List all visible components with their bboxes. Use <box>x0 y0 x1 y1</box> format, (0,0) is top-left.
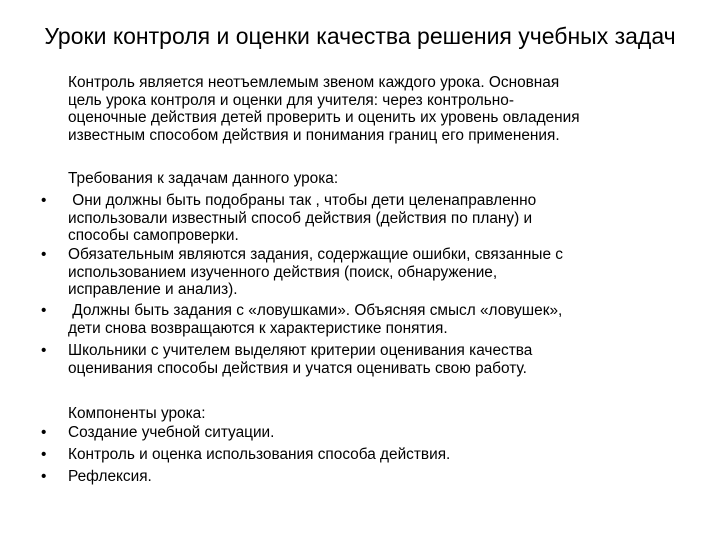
requirement-line: исправление и анализ). <box>68 281 238 299</box>
bullet-icon: • <box>41 424 47 441</box>
requirement-line: Должны быть задания с «ловушками». Объясняя смысл «ловушек», <box>72 302 563 319</box>
bullet-icon: • <box>41 342 47 359</box>
requirement-item <box>41 302 708 337</box>
bullet-icon: • <box>41 246 47 263</box>
requirements-heading: Требования к задачам данного урока: <box>68 170 339 187</box>
requirement-line: использованием изученного действия (поиск, обнаружение, <box>68 263 498 281</box>
intro-line: известным способом действия и понимания границ его применения. <box>68 127 560 145</box>
component-label: Создание учебной ситуации. <box>68 424 275 441</box>
component-item <box>41 424 708 442</box>
requirement-line: дети снова возвращаются к характеристике понятия. <box>68 319 448 337</box>
bullet-icon: • <box>41 302 47 319</box>
bullet-icon: • <box>41 468 47 485</box>
requirement-item <box>41 192 708 245</box>
requirement-line: оценивания способы действия и учатся оценивать свою работу. <box>68 359 527 377</box>
requirement-line: способы самопроверки. <box>68 227 239 245</box>
requirement-item <box>41 342 708 377</box>
page-title: Уроки контроля и оценки качества решения учебных задач <box>44 23 676 49</box>
intro-paragraph <box>68 74 708 145</box>
intro-line: Контроль является неотъемлемым звеном каждого урока. Основная <box>68 74 560 91</box>
intro-line: оценочные действия детей проверить и оценить их уровень овладения <box>68 109 580 127</box>
requirement-line: использовали известный способ действия (действия по плану) и <box>68 209 533 227</box>
component-label: Контроль и оценка использования способа действия. <box>68 446 451 463</box>
component-item <box>41 468 708 486</box>
requirement-line: Обязательным являются задания, содержащие ошибки, связанные с <box>68 246 563 263</box>
component-item <box>41 446 708 464</box>
intro-line: цель урока контроля и оценки для учителя: через контрольно- <box>68 91 514 109</box>
requirement-line: Они должны быть подобраны так , чтобы дети целенаправленно <box>72 192 537 209</box>
bullet-icon: • <box>41 192 47 209</box>
requirement-line: Школьники с учителем выделяют критерии оценивания качества <box>68 342 533 359</box>
component-label: Рефлексия. <box>68 468 152 485</box>
requirement-item <box>41 246 708 299</box>
components-heading: Компоненты урока: <box>68 405 206 422</box>
bullet-icon: • <box>41 446 47 463</box>
